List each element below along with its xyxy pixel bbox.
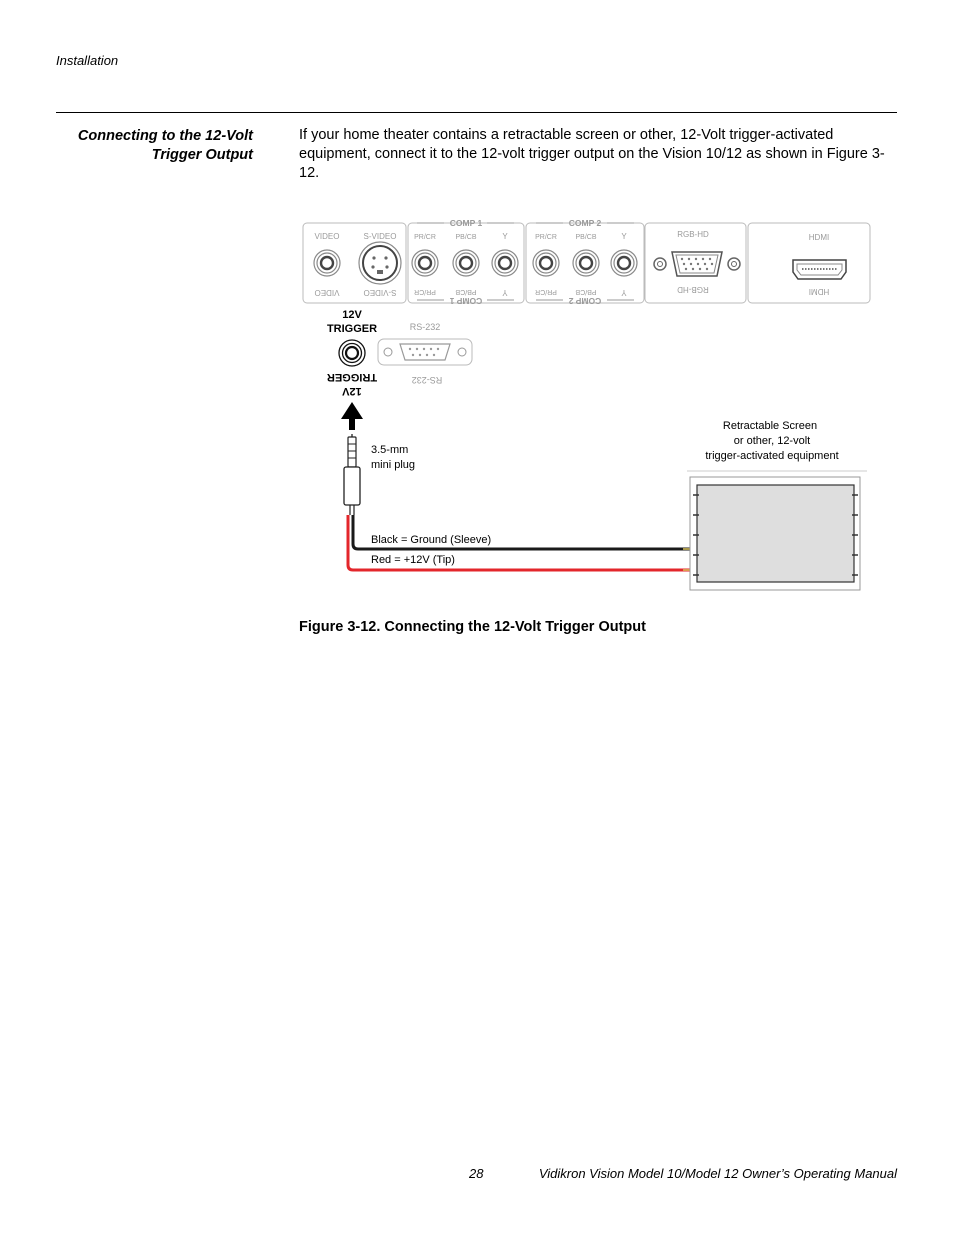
comp1-pr-label: PR/CR <box>414 234 436 241</box>
comp2-y-label-inverted: Y <box>621 288 627 297</box>
mini-plug <box>344 434 360 515</box>
svideo-label: S-VIDEO <box>363 232 397 241</box>
plug-label-line-1: 3.5-mm <box>371 444 409 456</box>
comp2-pb-label: PB/CB <box>575 234 597 241</box>
comp2-pr-jack <box>533 250 559 276</box>
trigger-label-line-2: TRIGGER <box>326 323 378 335</box>
comp1-y-jack <box>492 250 518 276</box>
comp2-label-inverted: COMP 2 <box>568 296 602 306</box>
comp2-y-label: Y <box>621 232 627 241</box>
comp2-pb-label-inverted: PB/CB <box>575 288 597 295</box>
trigger-label-inverted <box>327 371 377 397</box>
device-label-line-3: trigger-activated equipment <box>705 450 839 462</box>
trigger-jack <box>339 340 365 366</box>
trigger-label-line-1: 12V <box>342 309 362 321</box>
comp2-pb-jack <box>573 250 599 276</box>
rgbhd-connector <box>654 252 740 276</box>
section-heading <box>56 127 253 165</box>
red-wire-label: Red = +12V (Tip) <box>371 554 455 566</box>
comp1-pr-label-inverted: PR/CR <box>414 288 436 295</box>
comp1-y-label: Y <box>502 232 508 241</box>
rgbhd-label: RGB-HD <box>677 230 709 239</box>
rs232-label: RS-232 <box>409 322 441 332</box>
video-label-inverted: VIDEO <box>314 288 340 297</box>
up-arrow <box>341 402 363 430</box>
comp1-y-label-inverted: Y <box>502 288 508 297</box>
page-number: 28 <box>469 1166 484 1181</box>
trigger-label-inverted-line-1: 12V <box>342 385 362 397</box>
comp2-pr-label-inverted: PR/CR <box>535 288 557 295</box>
svideo-jack <box>359 242 401 284</box>
plug-label-line-2: mini plug <box>371 459 416 471</box>
trigger-label <box>327 309 377 335</box>
black-wire-label: Black = Ground (Sleeve) <box>371 534 492 546</box>
hdmi-label-inverted: HDMI <box>808 287 830 296</box>
rs232-connector <box>378 339 472 365</box>
device-label-line-2: or other, 12-volt <box>733 435 811 447</box>
video-label: VIDEO <box>314 232 340 241</box>
body-paragraph: If your home theater contains a retractable screen or other, 12-Volt trigger-activated equipment, connect it to the 12-volt trigger output on the Vision 10/12 as shown in Figure 3-12. <box>299 127 885 181</box>
header-rule <box>56 112 897 113</box>
manual-title: Vidikron Vision Model 10/Model 12 Owner’s Operating Manual <box>538 1166 897 1181</box>
retractable-screen-device <box>687 471 867 590</box>
comp1-pr-jack <box>412 250 438 276</box>
figure-caption: Figure 3-12. Connecting the 12-Volt Trigger Output <box>299 619 646 635</box>
svideo-label-inverted: S-VIDEO <box>363 288 397 297</box>
section-heading-line-1: Connecting to the 12-Volt <box>77 128 253 144</box>
rgbhd-label-inverted: RGB-HD <box>677 285 709 294</box>
hdmi-label: HDMI <box>808 233 830 242</box>
comp1-label-inverted: COMP 1 <box>449 296 483 306</box>
video-jack <box>314 250 340 276</box>
section-heading-line-2: Trigger Output <box>151 147 253 163</box>
comp1-pb-label-inverted: PB/CB <box>455 288 477 295</box>
running-header-section: Installation <box>56 53 119 68</box>
trigger-connection-figure <box>290 212 890 612</box>
device-label-line-1: Retractable Screen <box>722 420 818 432</box>
comp1-pb-jack <box>453 250 479 276</box>
trigger-label-inverted-line-2: TRIGGER <box>326 371 378 383</box>
rs232-label-inverted: RS-232 <box>411 375 443 385</box>
hdmi-connector <box>793 260 846 279</box>
comp2-y-jack <box>611 250 637 276</box>
comp1-pb-label: PB/CB <box>455 234 477 241</box>
comp1-label: COMP 1 <box>449 218 483 228</box>
comp2-label: COMP 2 <box>568 218 602 228</box>
comp2-pr-label: PR/CR <box>535 234 557 241</box>
